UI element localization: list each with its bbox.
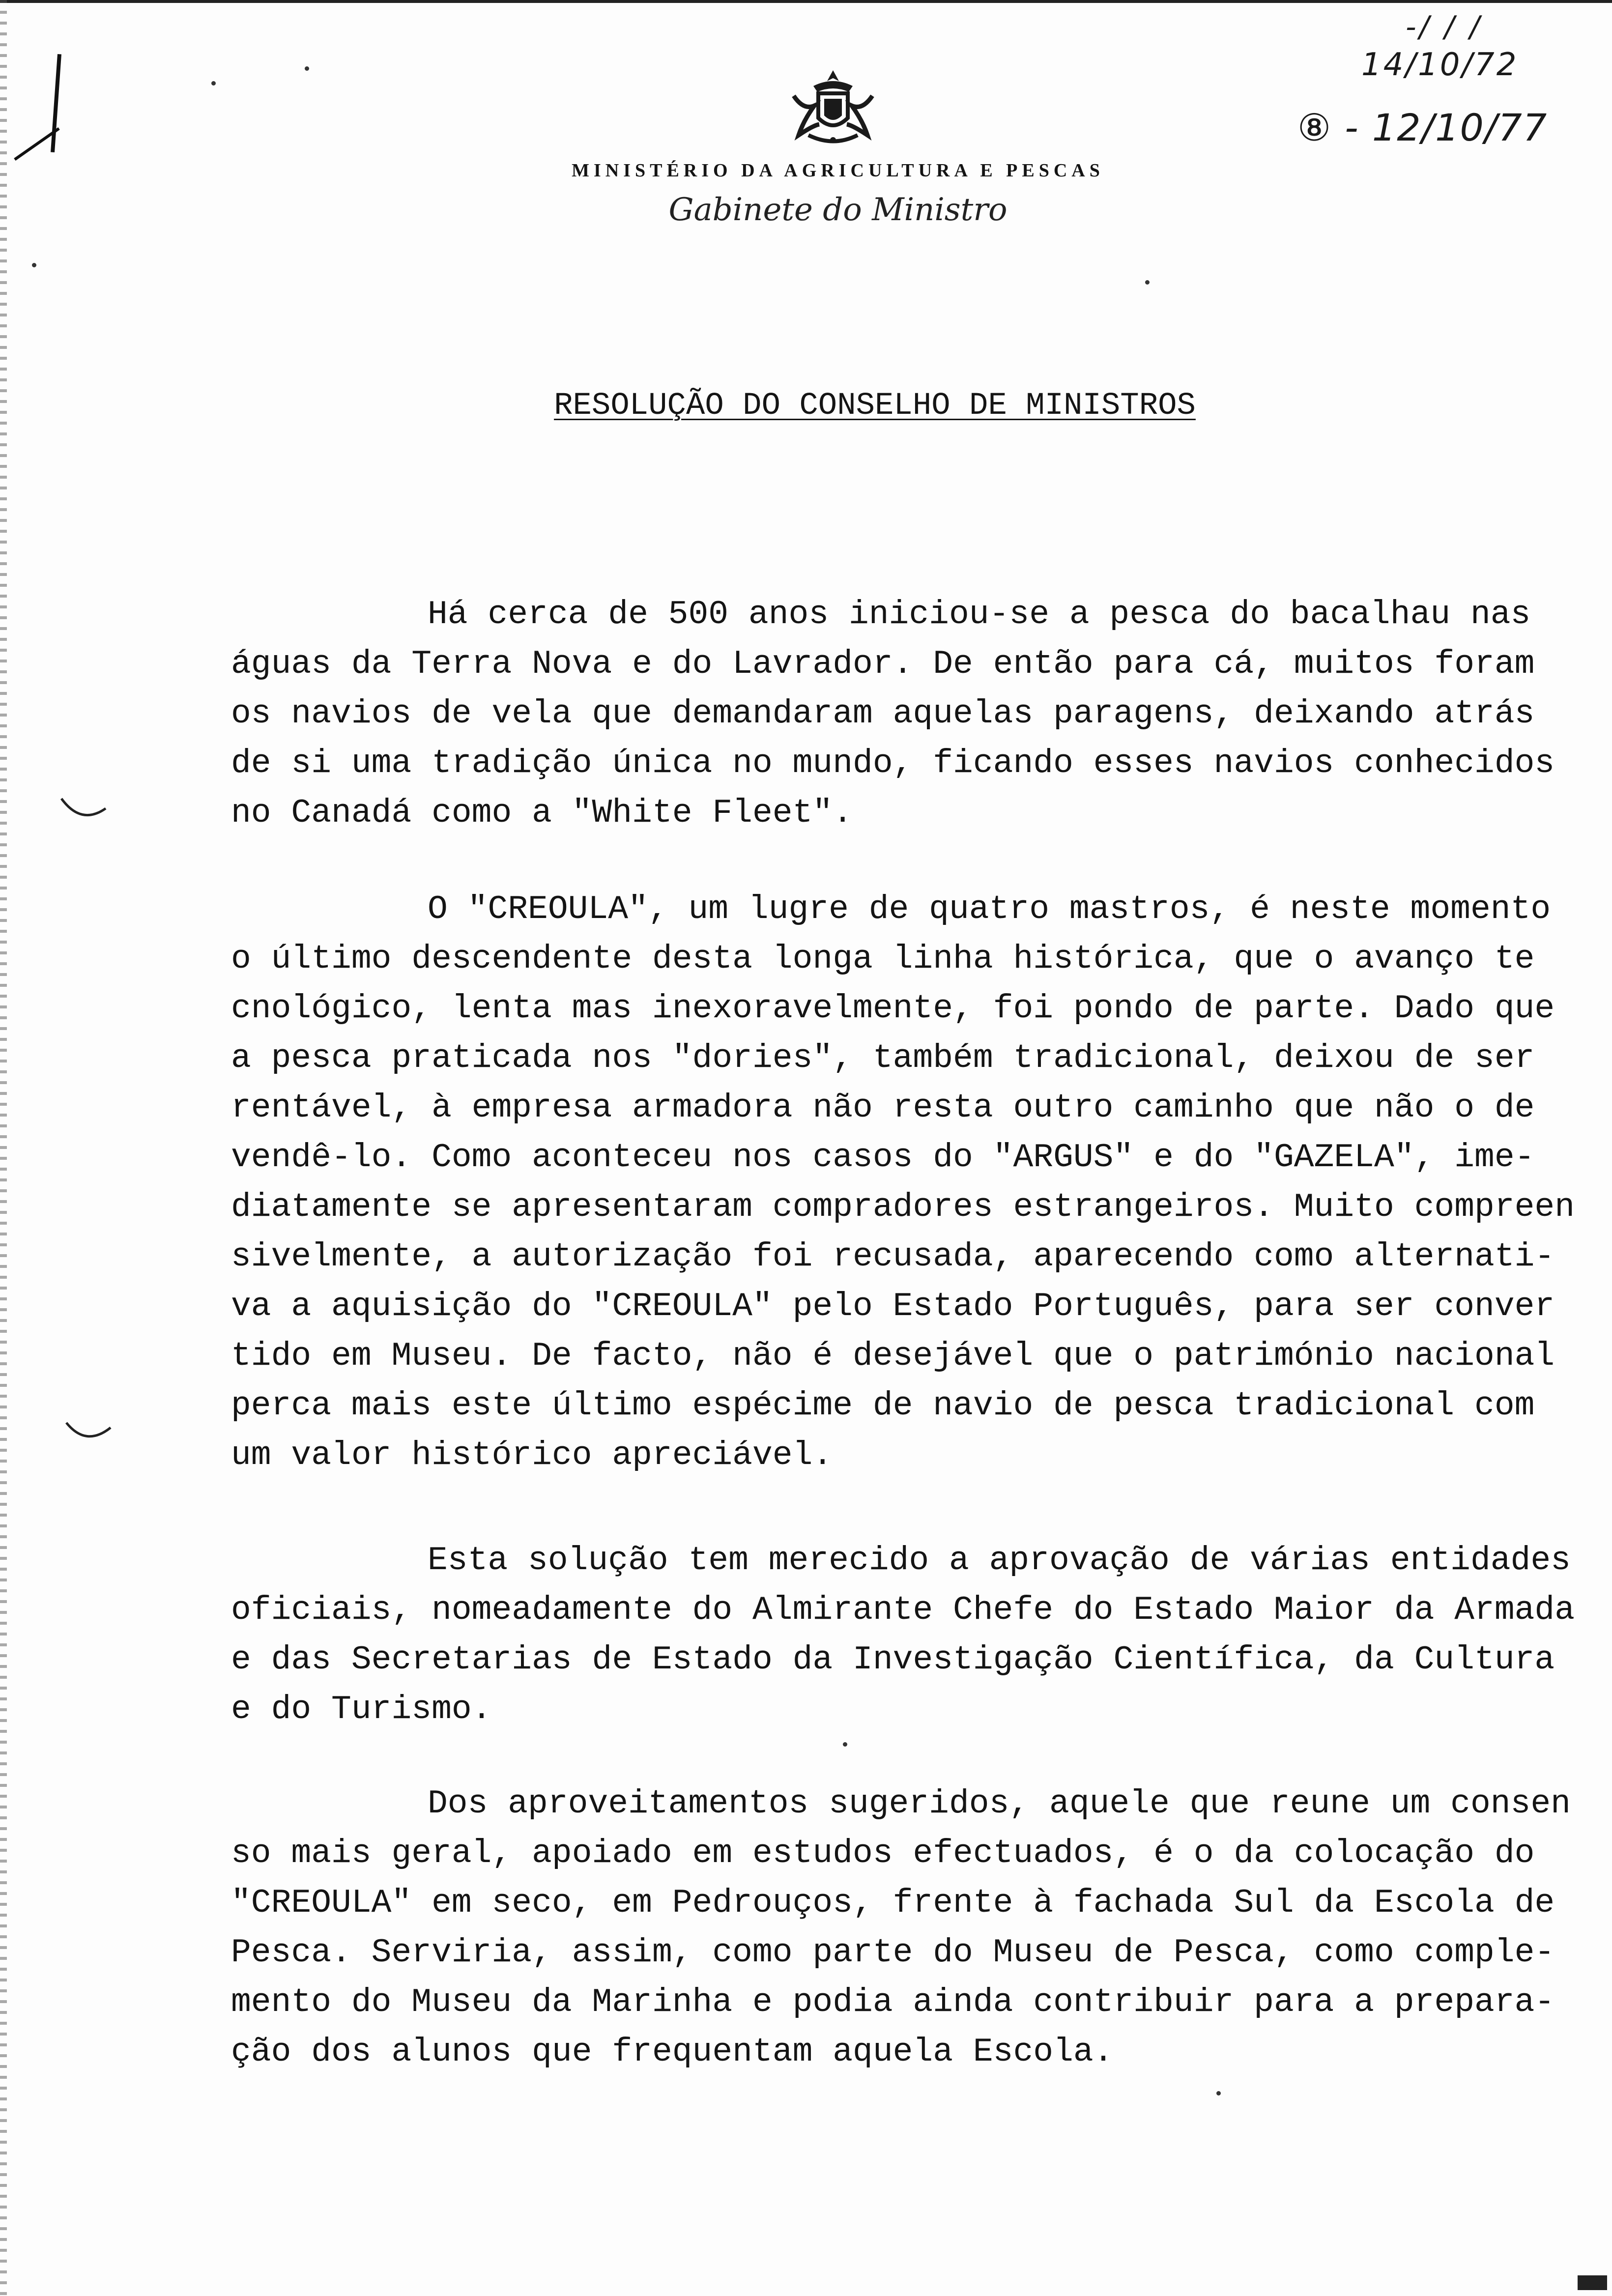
- margin-curve-mark-icon: [59, 796, 108, 826]
- paragraph-line: Dos aproveitamentos sugeridos, aquele que reune um consen: [428, 1785, 1571, 1823]
- paragraph-line: vendê-lo. Como aconteceu nos casos do "ARGUS" e do "GAZELA", ime-: [231, 1139, 1535, 1177]
- top-border: [0, 0, 1612, 3]
- paragraph-line: ção dos alunos que frequentam aquela Escola.: [231, 2033, 1114, 2071]
- cabinet-subheading: Gabinete do Ministro: [668, 192, 1008, 228]
- speck: [1145, 280, 1150, 285]
- handwritten-note-reference: -/ / /: [1406, 10, 1483, 44]
- paragraph-line: diatamente se apresentaram compradores estrangeiros. Muito compreen: [231, 1188, 1575, 1226]
- paragraph-line: um valor histórico apreciável.: [231, 1436, 833, 1474]
- paragraph-line: no Canadá como a "White Fleet".: [231, 794, 853, 832]
- paragraph-line: mento do Museu da Marinha e podia ainda contribuir para a prepara-: [231, 1983, 1555, 2021]
- handwritten-note-stamp: ⑧ - 12/10/77: [1297, 106, 1548, 149]
- paragraph-line: Há cerca de 500 anos iniciou-se a pesca do bacalhau nas: [428, 596, 1531, 633]
- paragraph-line: so mais geral, apoiado em estudos efectuados, é o da colocação do: [231, 1835, 1535, 1872]
- paragraph-line: Pesca. Serviria, assim, como parte do Museu de Pesca, como comple-: [231, 1934, 1555, 1972]
- handwritten-note-date: 14/10/72: [1361, 47, 1519, 83]
- paragraph-line: O "CREOULA", um lugre de quatro mastros, é neste momento: [428, 890, 1551, 928]
- paragraph-3: [231, 1536, 1575, 1734]
- paragraph-1: [231, 590, 1553, 838]
- paragraph-line: oficiais, nomeadamente do Almirante Chefe do Estado Maior da Armada: [231, 1591, 1575, 1629]
- paragraph-line: tido em Museu. De facto, não é desejável que o património nacional: [231, 1337, 1555, 1375]
- speck: [843, 1742, 847, 1747]
- speck: [211, 81, 216, 86]
- paragraph-line: os navios de vela que demandaram aquelas paragens, deixando atrás: [231, 695, 1535, 733]
- paragraph-line: a pesca praticada nos "dories", também tradicional, deixou de ser: [231, 1039, 1535, 1077]
- paragraph-line: perca mais este último espécime de navio de pesca tradicional com: [231, 1387, 1535, 1425]
- coat-of-arms-icon: [784, 66, 882, 147]
- margin-curve-mark-icon: [64, 1420, 113, 1450]
- speck: [305, 66, 309, 71]
- document-title: RESOLUÇÃO DO CONSELHO DE MINISTROS: [554, 388, 1196, 424]
- ministry-heading: MINISTÉRIO DA AGRICULTURA E PESCAS: [572, 160, 1104, 181]
- paragraph-line: Esta solução tem merecido a aprovação de várias entidades: [428, 1542, 1571, 1579]
- speck: [32, 263, 36, 267]
- paragraph-line: de si uma tradição única no mundo, ficando esses navios conhecidos: [231, 745, 1555, 782]
- paragraph-2: [231, 885, 1575, 1480]
- corner-mark: [1578, 2275, 1607, 2290]
- paragraph-line: e do Turismo.: [231, 1691, 492, 1728]
- speck: [1216, 2091, 1221, 2095]
- paragraph-line: cnológico, lenta mas inexoravelmente, foi pondo de parte. Dado que: [231, 990, 1555, 1028]
- paragraph-line: rentável, à empresa armadora não resta outro caminho que não o de: [231, 1089, 1535, 1127]
- paragraph-line: "CREOULA" em seco, em Pedrouços, frente à fachada Sul da Escola de: [231, 1884, 1555, 1922]
- margin-pen-stroke: [51, 54, 61, 152]
- binding-edge: [0, 0, 7, 2296]
- paragraph-4: [231, 1779, 1571, 2077]
- paragraph-line: e das Secretarias de Estado da Investigação Científica, da Cultura: [231, 1641, 1555, 1679]
- paragraph-line: va a aquisição do "CREOULA" pelo Estado Português, para ser conver: [231, 1288, 1555, 1325]
- paragraph-line: o último descendente desta longa linha histórica, que o avanço te: [231, 940, 1535, 978]
- paragraph-line: sivelmente, a autorização foi recusada, aparecendo como alternati-: [231, 1238, 1555, 1276]
- paragraph-line: águas da Terra Nova e do Lavrador. De então para cá, muitos foram: [231, 645, 1535, 683]
